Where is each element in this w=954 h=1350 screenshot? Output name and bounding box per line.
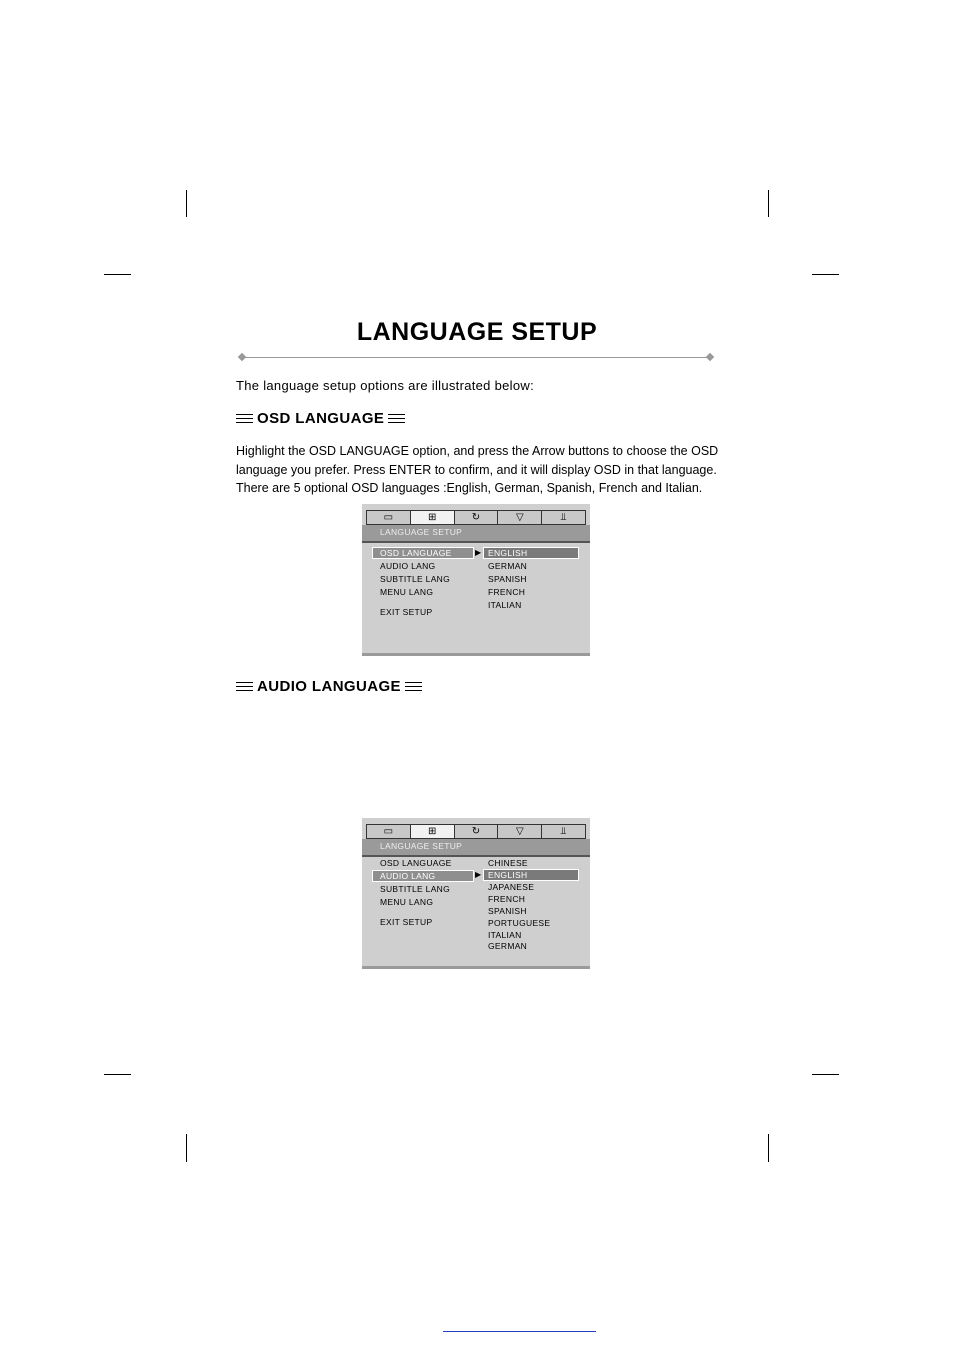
menu-item-osd-language[interactable]: OSD LANGUAGE: [380, 858, 452, 868]
menu-item-audio-lang[interactable]: AUDIO LANG: [373, 871, 473, 881]
divider-diamond-right: [706, 353, 714, 361]
footer-link-underline: [443, 1331, 596, 1332]
menu-item-subtitle-lang[interactable]: SUBTITLE LANG: [380, 884, 451, 894]
heading-bars-icon: [236, 412, 253, 425]
play-arrow-icon: ▶: [475, 870, 482, 879]
menu-item-subtitle-lang[interactable]: SUBTITLE LANG: [380, 574, 451, 584]
osd-section-heading: [236, 410, 405, 427]
heading-bars-icon: [236, 680, 253, 693]
menu-item-exit-setup[interactable]: EXIT SETUP: [380, 917, 433, 927]
audio-tab-icon[interactable]: ↻: [455, 511, 499, 524]
option-italian[interactable]: ITALIAN: [488, 930, 522, 940]
osd-menu-screen: [362, 504, 590, 656]
option-spanish[interactable]: SPANISH: [488, 906, 527, 916]
osd-heading-label: OSD LANGUAGE: [257, 410, 385, 427]
menu-header-label: LANGUAGE SETUP: [380, 527, 463, 537]
option-italian[interactable]: ITALIAN: [488, 600, 522, 610]
menu-item-audio-lang[interactable]: AUDIO LANG: [380, 561, 436, 571]
audio-menu-screen: [362, 818, 590, 969]
menu-item-exit-setup[interactable]: EXIT SETUP: [380, 607, 433, 617]
audio-tab-icon[interactable]: ↻: [455, 825, 499, 838]
crop-mark: [812, 1074, 839, 1075]
title-divider: [242, 357, 710, 358]
menu-item-osd-language[interactable]: OSD LANGUAGE: [373, 548, 473, 558]
crop-mark: [104, 274, 131, 275]
crop-mark: [104, 1074, 131, 1075]
audio-heading-label: AUDIO LANGUAGE: [257, 678, 401, 695]
audio-section-heading: [236, 678, 422, 695]
crop-mark: [768, 1134, 769, 1162]
menu-item-menu-lang[interactable]: MENU LANG: [380, 587, 434, 597]
language-tab-icon[interactable]: ⊞: [411, 825, 455, 838]
language-tab-icon[interactable]: ⊞: [411, 511, 455, 524]
crop-mark: [812, 274, 839, 275]
system-tab-icon[interactable]: ▭: [367, 825, 411, 838]
digital-tab-icon[interactable]: ⫫: [560, 825, 567, 837]
menu-item-menu-lang[interactable]: MENU LANG: [380, 897, 434, 907]
option-english[interactable]: ENGLISH: [484, 548, 578, 558]
heading-bars-icon: [388, 412, 405, 425]
option-portuguese[interactable]: PORTUGUESE: [488, 918, 551, 928]
setup-tabs: [366, 510, 586, 525]
video-tab-icon[interactable]: ▽: [498, 511, 542, 524]
heading-bars-icon: [405, 680, 422, 693]
option-english[interactable]: ENGLISH: [484, 870, 578, 880]
video-tab-icon[interactable]: ▽: [498, 825, 542, 838]
option-german[interactable]: GERMAN: [488, 561, 528, 571]
system-tab-icon[interactable]: ▭: [367, 511, 411, 524]
option-french[interactable]: FRENCH: [488, 587, 526, 597]
option-german[interactable]: GERMAN: [488, 941, 528, 951]
menu-header: [362, 525, 590, 543]
crop-mark: [768, 190, 769, 217]
menu-header-label: LANGUAGE SETUP: [380, 841, 463, 851]
option-chinese[interactable]: CHINESE: [488, 858, 528, 868]
crop-mark: [186, 190, 187, 217]
menu-header: [362, 839, 590, 857]
page-title: LANGUAGE SETUP: [356, 318, 598, 346]
play-arrow-icon: ▶: [475, 548, 482, 557]
digital-tab-icon[interactable]: ⫫: [560, 511, 567, 523]
setup-tabs: [366, 824, 586, 839]
crop-mark: [186, 1134, 187, 1162]
intro-text: The language setup options are illustrated below:: [236, 378, 534, 393]
option-french[interactable]: FRENCH: [488, 894, 526, 904]
osd-description: Highlight the OSD LANGUAGE option, and press the Arrow buttons to choose the OSD language you prefer. Press ENTER to confirm, and it will display OSD in that language. There are 5 optional OSD languages :English, German, Spanish, French and Italian.: [236, 444, 719, 495]
divider-diamond-left: [238, 353, 246, 361]
option-japanese[interactable]: JAPANESE: [488, 882, 535, 892]
option-spanish[interactable]: SPANISH: [488, 574, 527, 584]
